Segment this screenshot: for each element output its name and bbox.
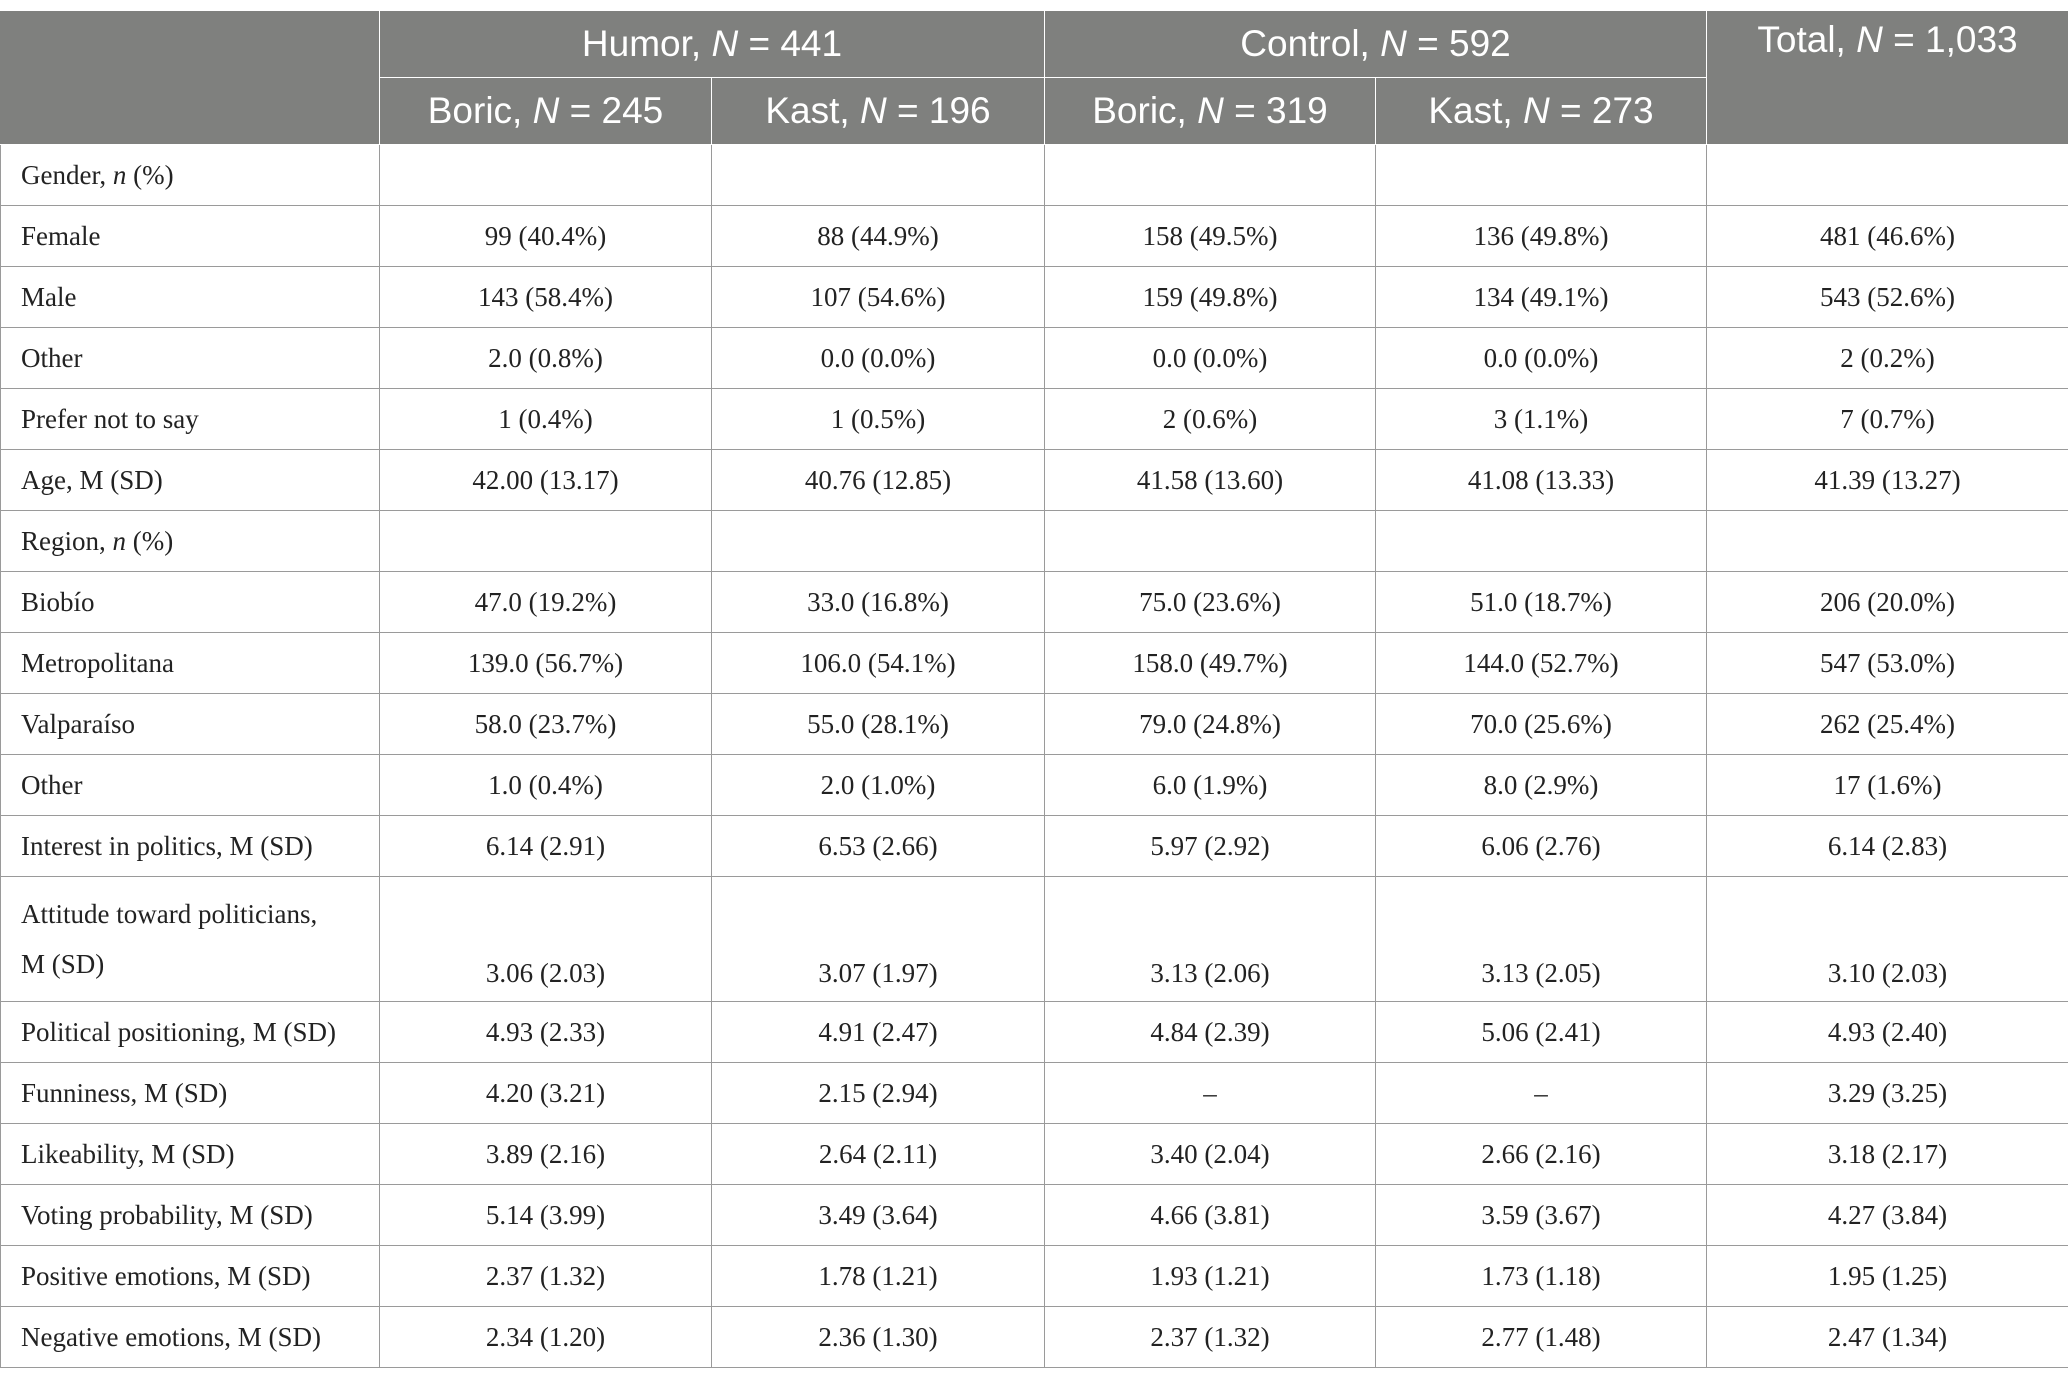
table-row (1, 1246, 2068, 1307)
cell-humor-boric: 139.0 (56.7%) (380, 633, 712, 694)
section-label: Gender, (21, 159, 107, 190)
cell-humor-kast: 2.0 (1.0%) (712, 755, 1045, 816)
cell-total: 206 (20.0%) (1707, 572, 2068, 633)
cell-control-kast: 2.66 (2.16) (1376, 1124, 1707, 1185)
table-body (1, 145, 2068, 1368)
cell-total: 2 (0.2%) (1707, 328, 2068, 389)
cell-control-boric (1045, 145, 1376, 206)
table-row (1, 1124, 2068, 1185)
cell-control-boric: 0.0 (0.0%) (1045, 328, 1376, 389)
header-total: Total, N = 1,033 (1707, 11, 2068, 145)
row-label: Interest in politics, M (SD) (1, 816, 380, 877)
cell-total: 3.29 (3.25) (1707, 1063, 2068, 1124)
cell-total: 4.93 (2.40) (1707, 1002, 2068, 1063)
table-row (1, 267, 2068, 328)
table-row (1, 633, 2068, 694)
table-row (1, 816, 2068, 877)
row-label (1, 145, 380, 206)
header-humor-kast: Kast, N = 196 (712, 78, 1045, 145)
row-label: Positive emotions, M (SD) (1, 1246, 380, 1307)
cell-control-boric: 6.0 (1.9%) (1045, 755, 1376, 816)
table-row (1, 694, 2068, 755)
header-humor-boric: Boric, N = 245 (380, 78, 712, 145)
cell-control-kast: 144.0 (52.7%) (1376, 633, 1707, 694)
demographics-table (0, 10, 2068, 1368)
table-header (1, 11, 2068, 145)
cell-humor-boric: 1.0 (0.4%) (380, 755, 712, 816)
cell-humor-kast (712, 511, 1045, 572)
cell-control-kast: 8.0 (2.9%) (1376, 755, 1707, 816)
cell-humor-boric: 99 (40.4%) (380, 206, 712, 267)
cell-control-boric: 79.0 (24.8%) (1045, 694, 1376, 755)
cell-humor-kast: 106.0 (54.1%) (712, 633, 1045, 694)
cell-humor-boric: 1 (0.4%) (380, 389, 712, 450)
cell-humor-boric: 4.93 (2.33) (380, 1002, 712, 1063)
row-label: Metropolitana (1, 633, 380, 694)
cell-control-boric: 2.37 (1.32) (1045, 1307, 1376, 1368)
cell-humor-kast: 4.91 (2.47) (712, 1002, 1045, 1063)
cell-total: 7 (0.7%) (1707, 389, 2068, 450)
row-label (1, 511, 380, 572)
cell-humor-kast: 2.15 (2.94) (712, 1063, 1045, 1124)
cell-humor-kast (712, 145, 1045, 206)
table-row (1, 511, 2068, 572)
cell-humor-boric: 47.0 (19.2%) (380, 572, 712, 633)
table-row (1, 1185, 2068, 1246)
cell-control-boric: 158.0 (49.7%) (1045, 633, 1376, 694)
cell-control-kast: 5.06 (2.41) (1376, 1002, 1707, 1063)
section-label-symbol: n (112, 525, 126, 556)
cell-total: 547 (53.0%) (1707, 633, 2068, 694)
cell-humor-kast: 33.0 (16.8%) (712, 572, 1045, 633)
cell-humor-boric: 143 (58.4%) (380, 267, 712, 328)
row-label-line-1: Attitude toward politicians, (21, 899, 318, 929)
cell-total: 3.10 (2.03) (1707, 877, 2068, 1002)
cell-control-boric: 4.84 (2.39) (1045, 1002, 1376, 1063)
cell-control-kast: 3.59 (3.67) (1376, 1185, 1707, 1246)
cell-humor-kast: 55.0 (28.1%) (712, 694, 1045, 755)
header-corner (1, 11, 380, 145)
header-control-kast: Kast, N = 273 (1376, 78, 1707, 145)
cell-total: 2.47 (1.34) (1707, 1307, 2068, 1368)
cell-total: 1.95 (1.25) (1707, 1246, 2068, 1307)
cell-control-kast: 136 (49.8%) (1376, 206, 1707, 267)
cell-control-kast: 2.77 (1.48) (1376, 1307, 1707, 1368)
cell-total: 4.27 (3.84) (1707, 1185, 2068, 1246)
cell-humor-boric: 3.06 (2.03) (380, 877, 712, 1002)
cell-control-boric: 2 (0.6%) (1045, 389, 1376, 450)
cell-humor-boric: 2.34 (1.20) (380, 1307, 712, 1368)
table-row (1, 206, 2068, 267)
header-control-boric: Boric, N = 319 (1045, 78, 1376, 145)
table-row (1, 1063, 2068, 1124)
cell-control-boric: 75.0 (23.6%) (1045, 572, 1376, 633)
cell-control-kast: – (1376, 1063, 1707, 1124)
table-row (1, 1002, 2068, 1063)
cell-humor-kast: 1.78 (1.21) (712, 1246, 1045, 1307)
cell-control-kast: 1.73 (1.18) (1376, 1246, 1707, 1307)
row-label: Other (1, 755, 380, 816)
cell-control-kast: 0.0 (0.0%) (1376, 328, 1707, 389)
row-label: Biobío (1, 572, 380, 633)
cell-humor-kast: 40.76 (12.85) (712, 450, 1045, 511)
cell-humor-boric: 58.0 (23.7%) (380, 694, 712, 755)
table-row (1, 572, 2068, 633)
header-row-groups (1, 11, 2068, 78)
section-label-unit: (%) (132, 525, 174, 556)
cell-humor-kast: 1 (0.5%) (712, 389, 1045, 450)
cell-humor-kast: 2.64 (2.11) (712, 1124, 1045, 1185)
cell-humor-kast: 0.0 (0.0%) (712, 328, 1045, 389)
row-label: Voting probability, M (SD) (1, 1185, 380, 1246)
row-label-line-2: M (SD) (21, 949, 105, 979)
header-humor-group: Humor, N = 441 (380, 11, 1045, 78)
cell-total: 543 (52.6%) (1707, 267, 2068, 328)
cell-total: 41.39 (13.27) (1707, 450, 2068, 511)
cell-total: 3.18 (2.17) (1707, 1124, 2068, 1185)
table-row (1, 877, 2068, 1002)
cell-total: 481 (46.6%) (1707, 206, 2068, 267)
row-label: Male (1, 267, 380, 328)
cell-humor-kast: 2.36 (1.30) (712, 1307, 1045, 1368)
cell-control-boric: 5.97 (2.92) (1045, 816, 1376, 877)
table-row (1, 755, 2068, 816)
cell-total: 17 (1.6%) (1707, 755, 2068, 816)
section-label-symbol: n (112, 159, 127, 190)
cell-humor-kast: 3.49 (3.64) (712, 1185, 1045, 1246)
row-label (1, 877, 380, 1002)
cell-control-boric: 158 (49.5%) (1045, 206, 1376, 267)
row-label: Negative emotions, M (SD) (1, 1307, 380, 1368)
cell-humor-boric: 6.14 (2.91) (380, 816, 712, 877)
row-label: Age, M (SD) (1, 450, 380, 511)
cell-control-kast: 41.08 (13.33) (1376, 450, 1707, 511)
table-row (1, 1307, 2068, 1368)
cell-control-kast: 3 (1.1%) (1376, 389, 1707, 450)
cell-humor-kast: 88 (44.9%) (712, 206, 1045, 267)
cell-total (1707, 511, 2068, 572)
cell-control-boric: 3.40 (2.04) (1045, 1124, 1376, 1185)
cell-humor-kast: 6.53 (2.66) (712, 816, 1045, 877)
cell-humor-boric: 2.37 (1.32) (380, 1246, 712, 1307)
table-row (1, 389, 2068, 450)
cell-control-kast (1376, 511, 1707, 572)
cell-control-boric: – (1045, 1063, 1376, 1124)
cell-humor-boric: 5.14 (3.99) (380, 1185, 712, 1246)
cell-control-kast (1376, 145, 1707, 206)
row-label: Prefer not to say (1, 389, 380, 450)
cell-control-boric: 41.58 (13.60) (1045, 450, 1376, 511)
cell-total (1707, 145, 2068, 206)
row-label: Female (1, 206, 380, 267)
cell-control-kast: 134 (49.1%) (1376, 267, 1707, 328)
row-label: Funniness, M (SD) (1, 1063, 380, 1124)
row-label: Other (1, 328, 380, 389)
table-row (1, 328, 2068, 389)
cell-humor-boric (380, 145, 712, 206)
section-label-unit: (%) (133, 159, 174, 190)
row-label: Valparaíso (1, 694, 380, 755)
cell-total: 6.14 (2.83) (1707, 816, 2068, 877)
cell-control-boric: 4.66 (3.81) (1045, 1185, 1376, 1246)
cell-humor-boric: 2.0 (0.8%) (380, 328, 712, 389)
cell-humor-boric: 4.20 (3.21) (380, 1063, 712, 1124)
cell-control-kast: 51.0 (18.7%) (1376, 572, 1707, 633)
cell-control-boric (1045, 511, 1376, 572)
cell-control-boric: 3.13 (2.06) (1045, 877, 1376, 1002)
row-label: Political positioning, M (SD) (1, 1002, 380, 1063)
cell-total: 262 (25.4%) (1707, 694, 2068, 755)
table-row (1, 450, 2068, 511)
cell-control-boric: 1.93 (1.21) (1045, 1246, 1376, 1307)
cell-humor-boric (380, 511, 712, 572)
cell-control-boric: 159 (49.8%) (1045, 267, 1376, 328)
cell-humor-kast: 107 (54.6%) (712, 267, 1045, 328)
cell-humor-boric: 42.00 (13.17) (380, 450, 712, 511)
header-control-group: Control, N = 592 (1045, 11, 1707, 78)
section-label: Region, (21, 525, 106, 556)
row-label: Likeability, M (SD) (1, 1124, 380, 1185)
cell-humor-kast: 3.07 (1.97) (712, 877, 1045, 1002)
cell-humor-boric: 3.89 (2.16) (380, 1124, 712, 1185)
table-row (1, 145, 2068, 206)
cell-control-kast: 70.0 (25.6%) (1376, 694, 1707, 755)
cell-control-kast: 6.06 (2.76) (1376, 816, 1707, 877)
cell-control-kast: 3.13 (2.05) (1376, 877, 1707, 1002)
